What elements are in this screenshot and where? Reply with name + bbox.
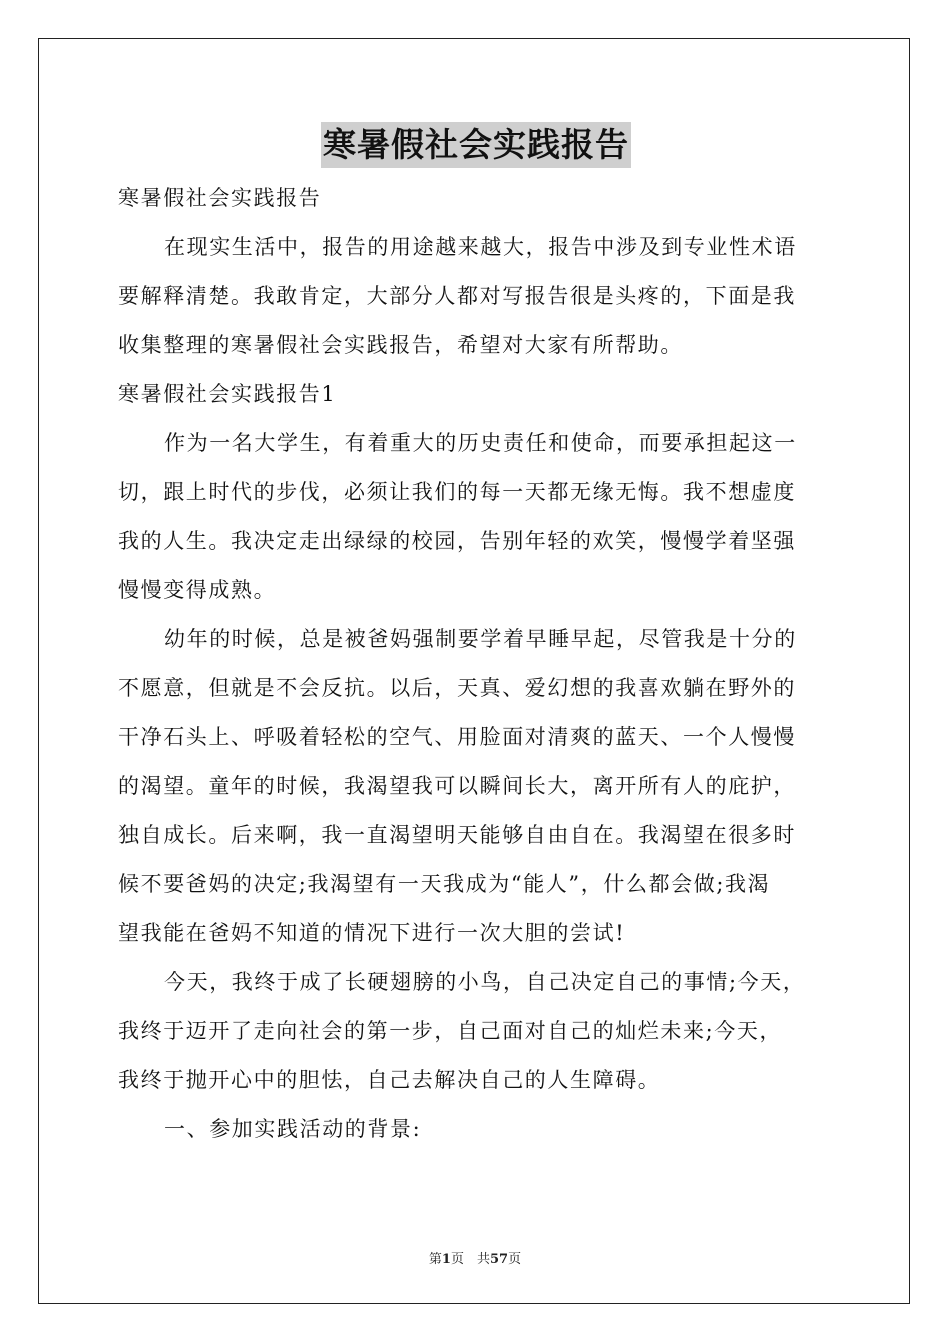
document-subtitle: 寒暑假社会实践报告 [118, 186, 322, 210]
page-suffix: 页 [508, 1252, 522, 1267]
paragraph-3 [118, 958, 834, 1105]
intro-line: 收集整理的寒暑假社会实践报告，希望对大家有所帮助。 [118, 333, 683, 357]
paragraph-2 [118, 615, 834, 958]
paragraph-line: 我的人生。我决定走出绿绿的校园，告别年轻的欢笑，慢慢学着坚强 [118, 529, 796, 553]
page-footer [0, 1248, 950, 1267]
document-title: 寒暑假社会实践报告 [321, 122, 631, 168]
paragraph-1 [118, 419, 834, 615]
current-page-number: 1 [441, 1252, 451, 1267]
paragraph-line: 作为一名大学生，有着重大的历史责任和使命，而要承担起这一 [164, 431, 797, 455]
paragraph-line: 候不要爸妈的决定;我渴望有一天我成为“能人”，什么都会做;我渴 [118, 872, 771, 896]
intro-line: 在现实生活中，报告的用途越来越大，报告中涉及到专业性术语 [164, 235, 797, 259]
paragraph-line: 今天，我终于成了长硬翅膀的小鸟，自己决定自己的事情;今天， [164, 970, 806, 994]
paragraph-line: 独自成长。后来啊，我一直渴望明天能够自由自在。我渴望在很多时 [118, 823, 796, 847]
paragraph-line: 我终于迈开了走向社会的第一步，自己面对自己的灿烂未来;今天， [118, 1019, 783, 1043]
paragraph-line: 我终于抛开心中的胆怯，自己去解决自己的人生障碍。 [118, 1068, 661, 1092]
paragraph-line: 的渴望。童年的时候，我渴望我可以瞬间长大，离开所有人的庇护， [118, 774, 796, 798]
document-body [118, 122, 834, 1154]
paragraph-line: 不愿意，但就是不会反抗。以后，天真、爱幻想的我喜欢躺在野外的 [118, 676, 796, 700]
intro-paragraph [118, 223, 834, 370]
paragraph-line: 慢慢变得成熟。 [118, 578, 277, 602]
paragraph-line: 干净石头上、呼吸着轻松的空气、用脸面对清爽的蓝天、一个人慢慢 [118, 725, 796, 749]
list-item: 一、参加实践活动的背景: [164, 1117, 422, 1141]
paragraph-line: 幼年的时候，总是被爸妈强制要学着早睡早起，尽管我是十分的 [164, 627, 797, 651]
paragraph-line: 望我能在爸妈不知道的情况下进行一次大胆的尝试! [118, 921, 626, 945]
section-heading: 寒暑假社会实践报告1 [118, 382, 337, 406]
total-page-count: 57 [489, 1252, 509, 1267]
intro-line: 要解释清楚。我敢肯定，大部分人都对写报告很是头疼的，下面是我 [118, 284, 796, 308]
paragraph-line: 切，跟上时代的步伐，必须让我们的每一天都无缘无悔。我不想虚度 [118, 480, 796, 504]
title-wrap [118, 122, 834, 168]
page-mid: 页 共 [450, 1252, 490, 1267]
page-prefix: 第 [428, 1252, 442, 1267]
